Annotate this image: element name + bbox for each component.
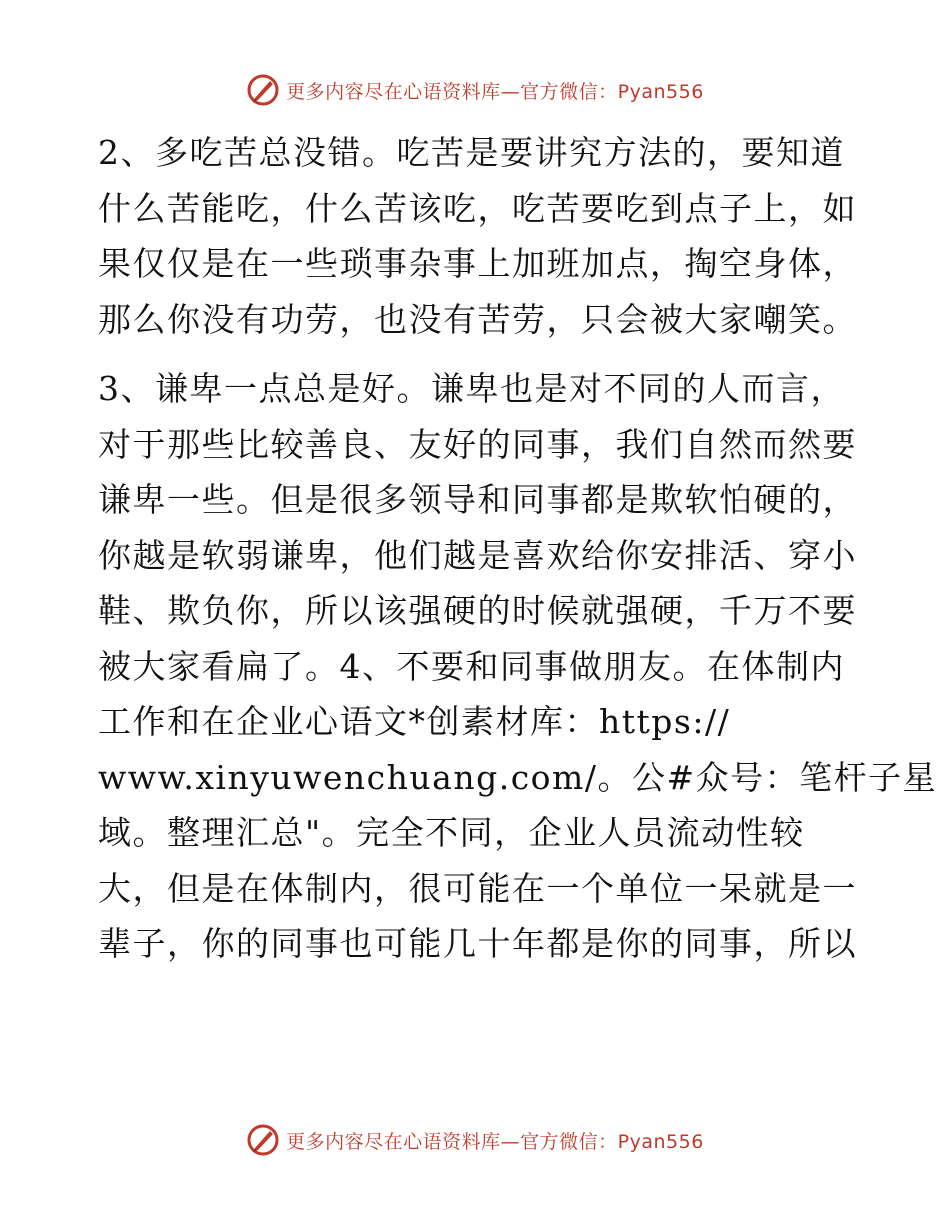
text-line: 大，但是在体制内，很可能在一个单位一呆就是一 xyxy=(98,868,857,908)
paragraph-2 xyxy=(98,361,938,972)
footer-banner-text: 更多内容尽在心语资料库—官方微信：Pyan556 xyxy=(286,1130,704,1153)
text-line: 2、多吃苦总没错。吃苦是要讲究方法的，要知道 xyxy=(98,133,845,172)
text-line: 你越是软弱谦卑，他们越是喜欢给你安排活、穿小 xyxy=(98,535,857,575)
pen-logo-icon xyxy=(246,1123,280,1157)
header-banner-text: 更多内容尽在心语资料库—官方微信：Pyan556 xyxy=(286,80,704,103)
text-line: 鞋、欺负你，所以该强硬的时候就强硬，千万不要 xyxy=(98,591,857,630)
text-line: 谦卑一些。但是很多领导和同事都是欺软怕硬的， xyxy=(98,480,857,519)
paragraph-1 xyxy=(98,125,858,347)
footer-banner xyxy=(0,1122,950,1158)
text-line: 那么你没有功劳，也没有苦劳，只会被大家嘲笑。 xyxy=(98,299,857,339)
text-line: 什么苦能吃，什么苦该吃，吃苦要吃到点子上，如 xyxy=(98,188,857,228)
text-line: 果仅仅是在一些琐事杂事上加班加点，掏空身体， xyxy=(98,244,857,283)
text-line: 域。整理汇总"。完全不同，企业人员流动性较 xyxy=(98,813,805,852)
text-line: 辈子，你的同事也可能几十年都是你的同事，所以 xyxy=(98,924,857,963)
pen-logo-icon xyxy=(246,73,280,107)
text-line: www.xinyuwenchuang.com/。公#众号：笔杆子星 xyxy=(98,757,938,797)
text-line: 被大家看扁了。4、不要和同事做朋友。在体制内 xyxy=(98,646,845,686)
text-line: 对于那些比较善良、友好的同事，我们自然而然要 xyxy=(98,424,857,464)
document-body xyxy=(98,125,938,972)
text-line: 3、谦卑一点总是好。谦卑也是对不同的人而言， xyxy=(98,369,845,408)
header-banner xyxy=(0,72,950,108)
text-line: 工作和在企业心语文*创素材库：https:// xyxy=(98,702,731,741)
